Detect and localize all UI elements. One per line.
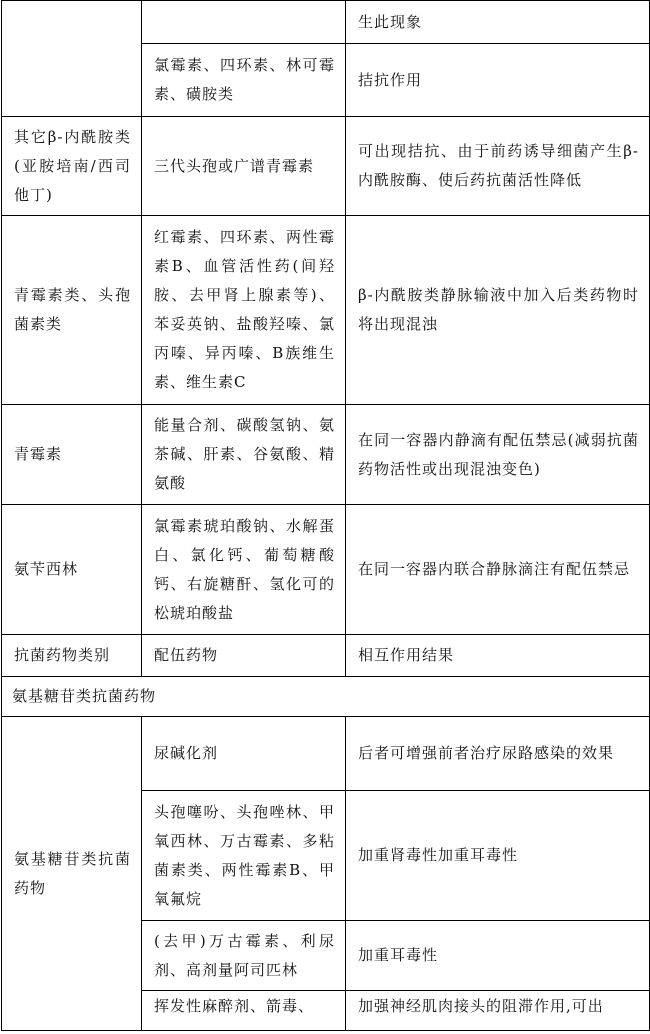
header-result: 相互作用结果 <box>346 635 650 677</box>
category-cell: 氨基糖苷类抗菌药物 <box>2 717 142 1031</box>
section-title-row <box>2 677 650 717</box>
result-cell: 加强神经肌肉接头的阻滞作用,可出 <box>346 991 650 1031</box>
header-drug: 配伍药物 <box>142 635 346 677</box>
result-cell: 在同一容器内静滴有配伍禁忌(减弱抗菌药物活性或出现混浊变色) <box>346 405 650 505</box>
drug-cell: 三代头孢或广谱青霉素 <box>142 117 346 216</box>
result-cell: 加重耳毒性 <box>346 921 650 991</box>
drug-cell: 尿碱化剂 <box>142 717 346 791</box>
result-cell: β-内酰胺类静脉输液中加入后类药物时将出现混浊 <box>346 216 650 405</box>
table-row <box>2 717 650 791</box>
table-row <box>2 505 650 635</box>
category-cell <box>2 1 142 117</box>
result-cell: 生此现象 <box>346 1 650 44</box>
header-category: 抗菌药物类别 <box>2 635 142 677</box>
table-row <box>2 216 650 405</box>
result-cell: 可出现拮抗、由于前药诱导细菌产生β-内酰胺酶、使后药抗菌活性降低 <box>346 117 650 216</box>
category-cell: 氨苄西林 <box>2 505 142 635</box>
result-cell: 在同一容器内联合静脉滴注有配伍禁忌 <box>346 505 650 635</box>
table-row <box>2 117 650 216</box>
category-cell: 青霉素类、头孢菌素类 <box>2 216 142 405</box>
result-cell: 拮抗作用 <box>346 44 650 117</box>
table-row <box>2 1 650 44</box>
drug-cell: 氯霉素琥珀酸钠、水解蛋白、氯化钙、葡萄糖酸钙、右旋糖酐、氢化可的松琥珀酸盐 <box>142 505 346 635</box>
table-row <box>2 405 650 505</box>
drug-interaction-table <box>1 0 650 1031</box>
result-cell: 后者可增强前者治疗尿路感染的效果 <box>346 717 650 791</box>
drug-cell: 挥发性麻醉剂、箭毒、 <box>142 991 346 1031</box>
drug-cell: 能量合剂、碳酸氢钠、氨茶碱、肝素、谷氨酸、精氨酸 <box>142 405 346 505</box>
drug-cell: 氯霉素、四环素、林可霉素、磺胺类 <box>142 44 346 117</box>
drug-cell <box>142 1 346 44</box>
drug-cell: 头孢噻吩、头孢唑林、甲氧西林、万古霉素、多粘菌素类、两性霉素B、甲氧氟烷 <box>142 791 346 921</box>
category-cell: 青霉素 <box>2 405 142 505</box>
category-cell: 其它β-内酰胺类(亚胺培南/西司他丁) <box>2 117 142 216</box>
drug-cell: (去甲)万古霉素、利尿剂、高剂量阿司匹林 <box>142 921 346 991</box>
table-header-row <box>2 635 650 677</box>
drug-cell: 红霉素、四环素、两性霉素B、血管活性药(间羟胺、去甲肾上腺素等)、苯妥英钠、盐酸羟嗪、氯丙嗪、异丙嗪、B族维生素、维生素C <box>142 216 346 405</box>
section-title: 氨基糖苷类抗菌药物 <box>2 677 650 717</box>
result-cell: 加重肾毒性加重耳毒性 <box>346 791 650 921</box>
